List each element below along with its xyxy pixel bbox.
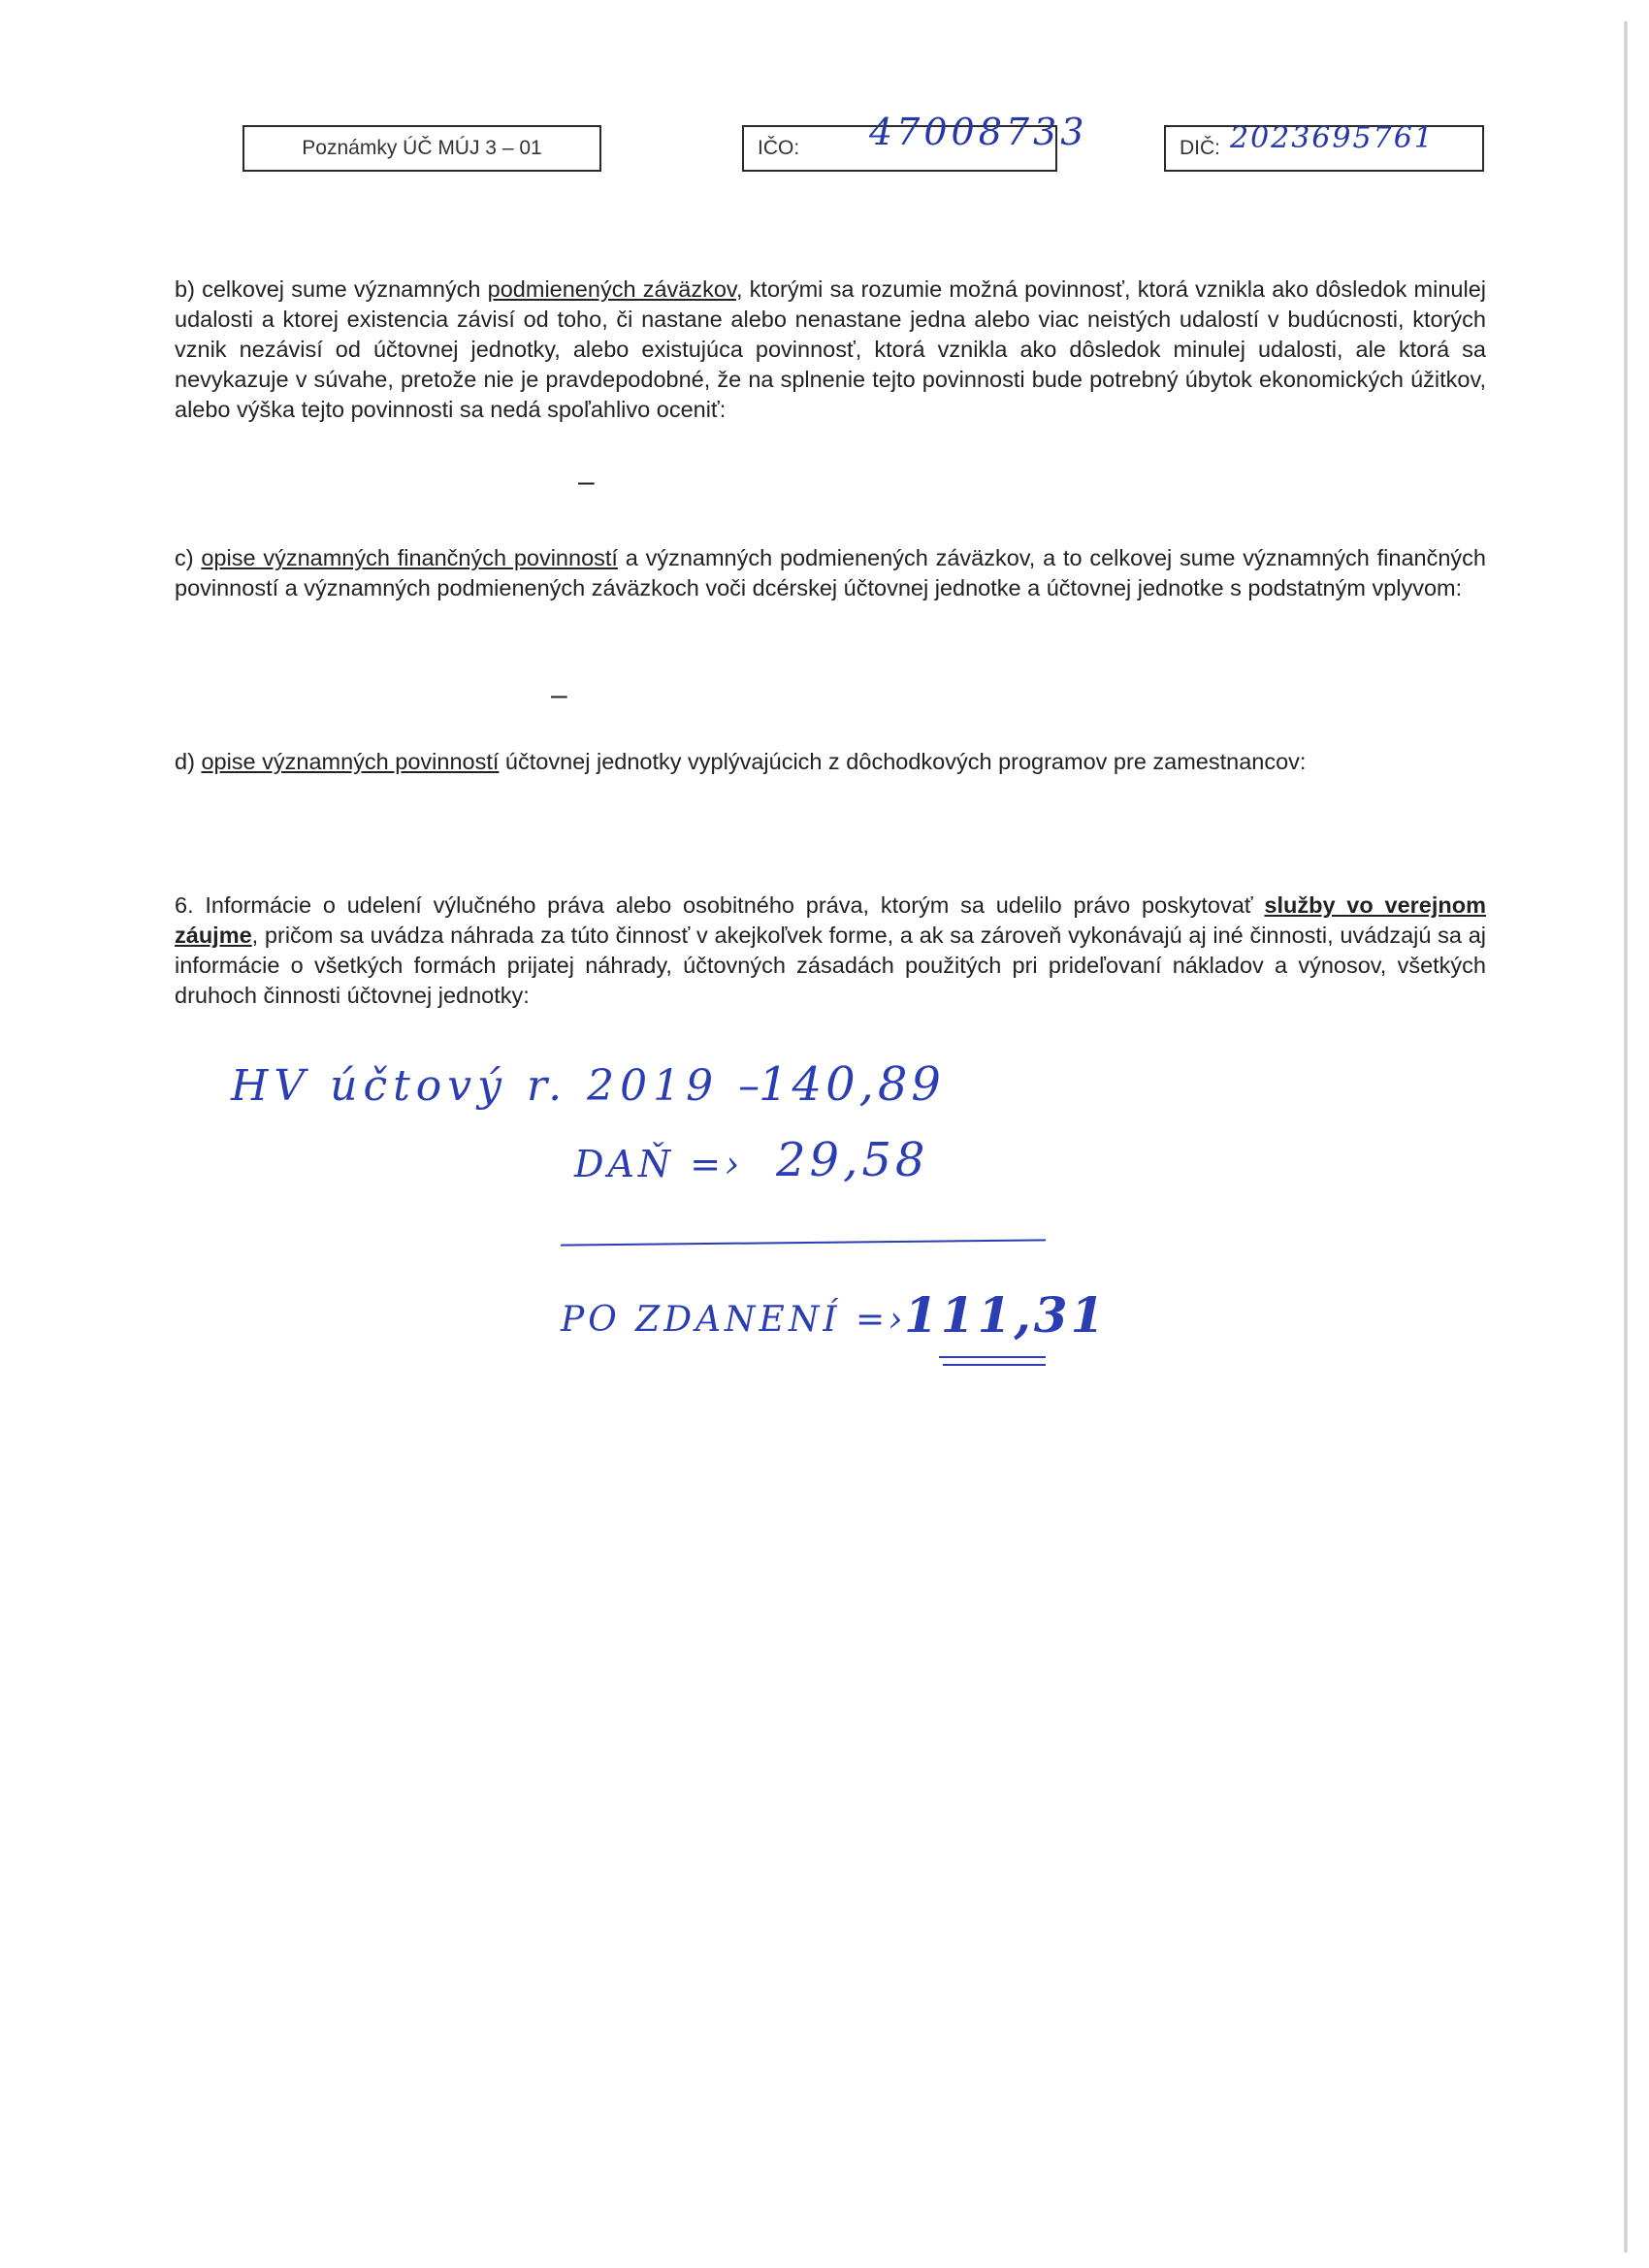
section-d-paragraph: d) opise významných povinností účtovnej jednotky vyplývajúcich z dôchodkových programov pre zamestnancov: bbox=[175, 749, 1307, 774]
ico-value: 47008733 bbox=[869, 111, 1088, 153]
dic-label: DIČ: bbox=[1180, 137, 1220, 159]
hw-line2-label: DAŇ =› bbox=[574, 1143, 744, 1185]
ico-label: IČO: bbox=[758, 137, 800, 159]
section-6-paragraph: 6. Informácie o udelení výlučného práva alebo osobitného práva, ktorým sa udelilo právo poskytovať služby vo verejnom záujme, pričom sa uvádza náhrada za túto činnosť v akejkoľvek forme, a ak sa zároveň vykonávajú aj iné činnosti, uvádzajú sa aj informácie o všetkých formách prijatej náhrady, účtovných zásadách použitých pri prideľovaní nákladov a výnosov, všetkých druhoch činnosti účtovnej jednotky: bbox=[175, 892, 1486, 1008]
hw-line1-value: 140,89 bbox=[759, 1057, 945, 1112]
hw-line3-value: 111,31 bbox=[904, 1286, 1108, 1344]
section-c-answer: – bbox=[551, 679, 567, 711]
hw-result-underline-1 bbox=[939, 1356, 1046, 1358]
form-label-box bbox=[242, 125, 601, 172]
hw-line2-value: 29,58 bbox=[776, 1133, 929, 1187]
hw-result-underline-2 bbox=[943, 1364, 1046, 1366]
dic-value: 2023695761 bbox=[1230, 121, 1435, 155]
section-6-bold-underlined: služby vo verejnom záujme bbox=[175, 892, 1486, 948]
section-b-paragraph: b) celkovej sume významných podmienených záväzkov, ktorými sa rozumie možná povinnosť, ktorá vznikla ako dôsledok minulej udalosti a ktorej existencia závisí od toho, či nastane alebo nenastane jedna alebo viac neistých udalostí v budúcnosti, ktorých vznik nezávisí od účtovnej jednotky, alebo existujúca povinnosť, ktorá vznikla ako dôsledok minulej udalosti, ale ktorá sa nevykazuje v súvahe, pretože nie je pravdepodobné, že na splnenie tejto povinnosti bude potrebný úbytok ekonomických úžitkov, alebo výška tejto povinnosti sa nedá spoľahlivo oceniť: bbox=[175, 276, 1486, 422]
hw-line1-label: HV účtový r. 2019 – bbox=[231, 1061, 766, 1111]
form-label: Poznámky ÚČ MÚJ 3 – 01 bbox=[302, 137, 542, 159]
section-c-paragraph: c) opise významných finančných povinností a významných podmienených záväzkov, a to celkovej sume významných finančných povinností a významných podmienených záväzkoch voči dcérskej účtovnej jednotke a účtovnej jednotke s podstatným vplyvom: bbox=[175, 545, 1486, 600]
section-d-underlined: opise významných povinností bbox=[201, 749, 500, 774]
page-edge-shadow bbox=[1624, 21, 1628, 2252]
section-b-answer: – bbox=[578, 466, 595, 498]
section-c-underlined: opise významných finančných povinností bbox=[201, 545, 618, 570]
hw-sum-line bbox=[561, 1239, 1046, 1246]
section-b-underlined: podmienených záväzkov bbox=[487, 276, 736, 302]
hw-line3-label: PO ZDANENÍ =› bbox=[561, 1300, 907, 1340]
